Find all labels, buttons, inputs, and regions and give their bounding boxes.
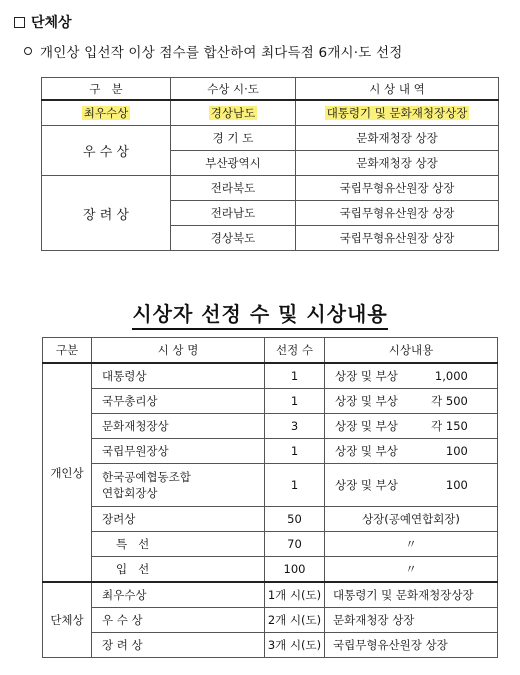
table-row: [43, 389, 498, 414]
count-cell: 1: [265, 464, 325, 507]
section-note: [24, 41, 403, 61]
count-cell: 3: [265, 414, 325, 439]
award-content-cell: 문화재청장 상장: [325, 608, 498, 633]
award-content-cell: [325, 507, 498, 532]
award-content-cell: 대통령기 및 문화재청장상장: [325, 582, 498, 608]
award-cell: 국립무형유산원장 상장: [296, 201, 499, 226]
highlighted-text: 대통령기 및 문화재청장상장: [326, 106, 468, 120]
count-cell: 1: [265, 389, 325, 414]
group-label: 우 수 상: [42, 126, 171, 176]
award-content-text: 상장 및 부상: [335, 394, 398, 408]
award-content-text: 상장 및 부상: [335, 444, 398, 458]
count-cell: 1: [265, 363, 325, 389]
count-cell: 70: [265, 532, 325, 557]
award-content-cell: [325, 414, 498, 439]
prize-amount: 각 150: [431, 419, 468, 433]
award-cell: [296, 100, 499, 126]
award-content-text: 〃: [405, 562, 417, 576]
table-header-row: [42, 78, 499, 101]
section-note-text: 개인상 입선작 이상 점수를 합산하여 최다득점 6개시·도 선정: [40, 45, 403, 61]
group-award-table: [41, 77, 499, 251]
highlighted-text: 최우수상: [83, 106, 129, 120]
region-cell: [171, 100, 296, 126]
table-row: [42, 176, 499, 201]
count-cell: 3개 시(도): [265, 633, 325, 658]
award-cell: 국립무형유산원장 상장: [296, 226, 499, 251]
award-content-cell: [325, 389, 498, 414]
header-award: 시 상 내 역: [296, 78, 499, 101]
awards-table-title-text: 시상자 선정 수 및 시상내용: [132, 302, 387, 330]
header-award-content: 시상내용: [325, 338, 498, 364]
award-cell: 문화재청장 상장: [296, 151, 499, 176]
individual-awards-body: [43, 363, 498, 582]
table-row: [43, 464, 498, 507]
circle-bullet-icon: [24, 47, 32, 55]
table-row: [43, 633, 498, 658]
award-name-cell: 대통령상: [92, 363, 265, 389]
header-region: 수상 시·도: [171, 78, 296, 101]
prize-amount: 각 500: [431, 394, 468, 408]
count-cell: 1: [265, 439, 325, 464]
award-name-cell: 문화재청장상: [92, 414, 265, 439]
award-content-cell: 국립무형유산원장 상장: [325, 633, 498, 658]
award-name-cell: 입 선: [92, 557, 265, 583]
prize-amount: 100: [445, 478, 468, 492]
group-awards-body: [43, 582, 498, 658]
award-name-cell: 최우수상: [92, 582, 265, 608]
table-row: [42, 100, 499, 126]
count-cell: 50: [265, 507, 325, 532]
award-content-text: 〃: [405, 537, 417, 551]
table-row: [43, 557, 498, 583]
category-label: 단체상: [43, 582, 92, 658]
award-content-text: 상장 및 부상: [335, 419, 398, 433]
table-row: [42, 126, 499, 151]
table-row: [43, 439, 498, 464]
table-row: [43, 507, 498, 532]
header-award-name: 시 상 명: [92, 338, 265, 364]
award-name-cell: 국립무원장상: [92, 439, 265, 464]
award-content-text: 상장(공예연합회장): [362, 512, 460, 526]
award-name-cell: 장려상: [92, 507, 265, 532]
award-name-cell: 장 려 상: [92, 633, 265, 658]
group-label: [42, 100, 171, 126]
region-cell: 부산광역시: [171, 151, 296, 176]
award-content-cell: [325, 557, 498, 583]
award-name-cell: 우 수 상: [92, 608, 265, 633]
table-row: [43, 414, 498, 439]
prize-amount: 1,000: [434, 369, 468, 383]
table-row: [43, 582, 498, 608]
category-label: 개인상: [43, 363, 92, 582]
award-content-cell: [325, 363, 498, 389]
award-cell: 국립무형유산원장 상장: [296, 176, 499, 201]
award-content-text: 상장 및 부상: [335, 478, 398, 492]
award-cell: 문화재청장 상장: [296, 126, 499, 151]
award-content-cell: [325, 464, 498, 507]
group-label: 장 려 상: [42, 176, 171, 251]
table-row: [43, 608, 498, 633]
count-cell: 2개 시(도): [265, 608, 325, 633]
region-cell: 전라북도: [171, 176, 296, 201]
count-cell: 100: [265, 557, 325, 583]
section-heading: [14, 12, 72, 32]
checkbox-square-icon: [14, 17, 25, 28]
highlighted-text: 경상남도: [210, 106, 256, 120]
section-heading-text: 단체상: [31, 15, 72, 31]
region-cell: 전라남도: [171, 201, 296, 226]
header-count: 선정 수: [265, 338, 325, 364]
award-content-text: 상장 및 부상: [335, 369, 398, 383]
award-name-cell: 국무총리상: [92, 389, 265, 414]
region-cell: 경상북도: [171, 226, 296, 251]
count-cell: 1개 시(도): [265, 582, 325, 608]
prize-amount: 100: [445, 444, 468, 458]
awards-table-title: [0, 298, 520, 327]
award-content-cell: [325, 532, 498, 557]
award-name-cell: 특 선: [92, 532, 265, 557]
awards-table: [42, 337, 498, 658]
table-row: [43, 532, 498, 557]
award-name-cell: 한국공예협동조합 연합회장상: [92, 464, 265, 507]
award-content-cell: [325, 439, 498, 464]
header-category: 구 분: [42, 78, 171, 101]
table-row: [43, 363, 498, 389]
table-header-row: [43, 338, 498, 364]
header-category: 구분: [43, 338, 92, 364]
region-cell: 경 기 도: [171, 126, 296, 151]
